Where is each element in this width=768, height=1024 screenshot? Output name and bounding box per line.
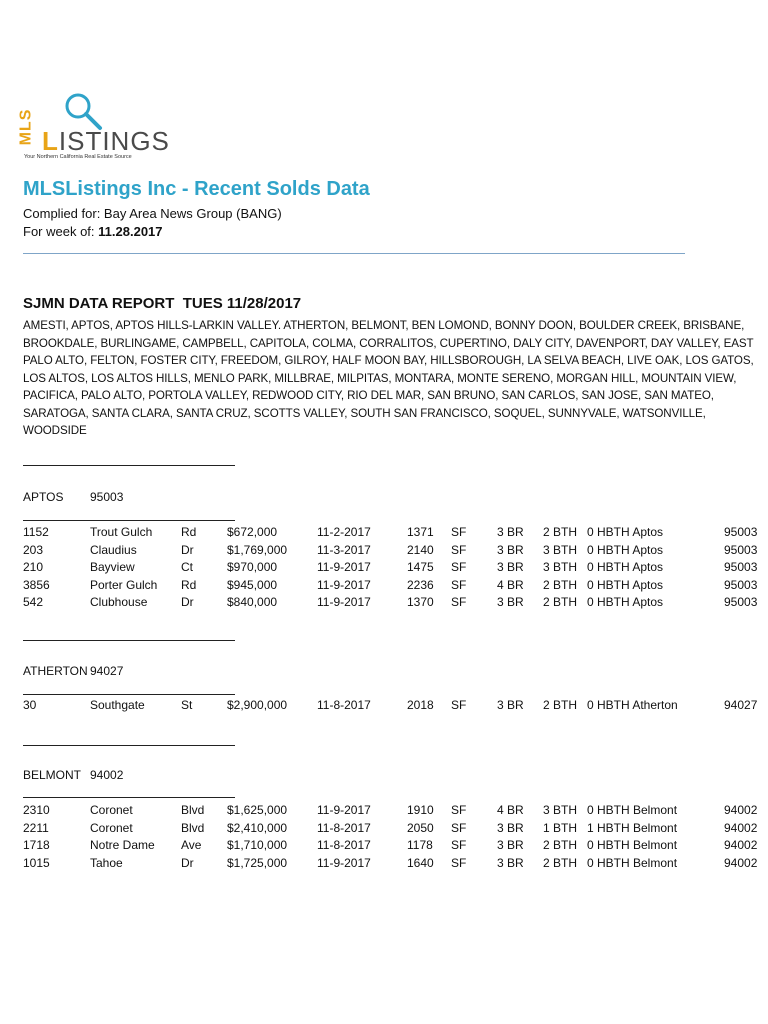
sale-price: $2,410,000 (227, 820, 288, 835)
street-suffix: Dr (181, 595, 194, 610)
street-suffix: Rd (181, 577, 197, 592)
street-name: Porter Gulch (90, 577, 158, 592)
bedrooms: 3 BR (497, 838, 524, 853)
section-rule (23, 694, 235, 695)
half-baths-city: 0 HBTH Aptos (587, 542, 664, 557)
bathrooms: 2 BTH (543, 525, 578, 539)
street-suffix: Dr (181, 855, 194, 870)
half-baths-city: 0 HBTH Aptos (587, 560, 664, 575)
bedrooms: 3 BR (497, 542, 524, 557)
bedrooms: 3 BR (497, 698, 524, 712)
square-feet: 2050 (407, 820, 434, 835)
square-feet: 1640 (407, 855, 434, 870)
property-type: SF (451, 595, 467, 610)
mlslistings-logo (17, 92, 170, 164)
week-label: For week of: (23, 224, 95, 239)
sale-price: $1,769,000 (227, 542, 288, 557)
bathrooms: 2 BTH (543, 855, 578, 870)
area-city: ATHERTON (23, 664, 88, 678)
property-type: SF (451, 820, 467, 835)
street-number: 1015 (23, 855, 50, 870)
sale-date: 11-9-2017 (317, 803, 371, 817)
street-suffix: Dr (181, 542, 194, 557)
sale-date: 11-9-2017 (317, 577, 371, 592)
bathrooms: 3 BTH (543, 560, 578, 575)
area-city: APTOS (23, 490, 64, 504)
bathrooms: 2 BTH (543, 595, 578, 610)
city-list: AMESTI, APTOS, APTOS HILLS-LARKIN VALLEY. ATHERTON, BELMONT, BEN LOMOND, BONNY DOON, BOULDER CREEK, BRISBANE, BROOKDALE, BURLINGAME, CAMPBELL, CAPITOLA, COLMA, CORRALITOS, CUPERTINO, DALY CITY, DAVENPORT, DAY VALLEY, EAST PALO ALTO, FELTON, FOSTER CITY, FREEDOM, GILROY, HALF MOON BAY, HILLSBOROUGH, LA SELVA BEACH, LIVE OAK, LOS GATOS, LOS ALTOS, LOS ALTOS HILLS, MENLO PARK, MILLBRAE, MILPITAS, MONTARA, MONTE SERENO, MORGAN HILL, MOUNTAIN VIEW, PACIFICA, PALO ALTO, PORTOLA VALLEY, REDWOOD CITY, RIO DEL MAR, SAN BRUNO, SAN CARLOS, SAN JOSE, SAN MATEO, SARATOGA, SANTA CLARA, SANTA CRUZ, SCOTTS VALLEY, SOUTH SAN FRANCISCO, SOQUEL, SUNNYVALE, WATSONVILLE, WOODSIDE (23, 319, 754, 437)
street-name: Bayview (90, 560, 135, 575)
street-number: 210 (23, 560, 44, 575)
sale-price: $945,000 (227, 577, 278, 592)
area-zip: 94027 (90, 664, 124, 678)
bathrooms: 3 BTH (543, 803, 578, 817)
property-type: SF (451, 560, 467, 575)
street-name: Trout Gulch (90, 525, 153, 539)
property-type: SF (451, 542, 467, 557)
zip-code: 95003 (724, 525, 758, 539)
street-number: 203 (23, 542, 44, 557)
listing-row (0, 560, 768, 577)
bedrooms: 4 BR (497, 577, 524, 592)
sale-price: $1,710,000 (227, 838, 288, 853)
sale-date: 11-9-2017 (317, 855, 371, 870)
area-zip: 94002 (90, 768, 124, 782)
half-baths-city: 0 HBTH Aptos (587, 525, 664, 539)
square-feet: 2140 (407, 542, 434, 557)
property-type: SF (451, 525, 467, 539)
sale-price: $2,900,000 (227, 698, 288, 712)
sale-date: 11-8-2017 (317, 698, 371, 712)
square-feet: 2236 (407, 577, 434, 592)
bathrooms: 2 BTH (543, 698, 578, 712)
listing-row (0, 821, 768, 838)
report-title: SJMN DATA REPORT TUES 11/28/2017 (23, 295, 302, 312)
listing-row (0, 838, 768, 855)
section-rule (23, 640, 235, 641)
zip-code: 94027 (724, 698, 758, 712)
section-rule (23, 520, 235, 521)
listing-row (0, 698, 768, 715)
logo-wordmark: LISTINGS (42, 126, 170, 156)
zip-code: 94002 (724, 838, 758, 853)
bedrooms: 3 BR (497, 855, 524, 870)
sale-date: 11-8-2017 (317, 838, 371, 853)
bedrooms: 3 BR (497, 560, 524, 575)
street-name: Southgate (90, 698, 145, 712)
section-rule (23, 465, 235, 466)
sale-price: $672,000 (227, 525, 278, 539)
street-number: 30 (23, 698, 37, 712)
listing-row (0, 803, 768, 820)
sale-price: $1,625,000 (227, 803, 288, 817)
half-baths-city: 0 HBTH Belmont (587, 803, 678, 817)
property-type: SF (451, 803, 467, 817)
zip-code: 94002 (724, 803, 758, 817)
street-suffix: St (181, 698, 193, 712)
sale-price: $840,000 (227, 595, 278, 610)
zip-code: 94002 (724, 820, 758, 835)
square-feet: 1370 (407, 595, 434, 610)
half-baths-city: 0 HBTH Atherton (587, 698, 678, 712)
half-baths-city: 1 HBTH Belmont (587, 820, 678, 835)
listing-row (0, 543, 768, 560)
street-suffix: Ave (181, 838, 202, 853)
street-suffix: Rd (181, 525, 197, 539)
sale-date: 11-9-2017 (317, 560, 371, 575)
street-number: 2211 (23, 820, 49, 835)
street-name: Notre Dame (90, 838, 155, 853)
listing-row (0, 578, 768, 595)
area-zip: 95003 (90, 490, 124, 504)
bedrooms: 3 BR (497, 820, 524, 835)
property-type: SF (451, 838, 467, 853)
street-number: 542 (23, 595, 44, 610)
property-type: SF (451, 577, 467, 592)
street-suffix: Blvd (181, 820, 205, 835)
property-type: SF (451, 855, 467, 870)
week-value: 11.28.2017 (98, 224, 163, 239)
sale-date: 11-9-2017 (317, 595, 371, 610)
logo-mls-vertical: MLS (17, 108, 35, 146)
zip-code: 95003 (724, 577, 758, 592)
street-number: 1152 (23, 525, 49, 539)
street-number: 3856 (23, 577, 50, 592)
bedrooms: 4 BR (497, 803, 524, 817)
bathrooms: 3 BTH (543, 542, 578, 557)
zip-code: 94002 (724, 855, 758, 870)
bedrooms: 3 BR (497, 595, 524, 610)
listing-row (0, 595, 768, 612)
half-baths-city: 0 HBTH Aptos (587, 595, 664, 610)
sale-date: 11-3-2017 (317, 542, 371, 557)
square-feet: 1178 (407, 838, 433, 853)
street-name: Tahoe (90, 855, 123, 870)
bathrooms: 1 BTH (543, 820, 578, 835)
bathrooms: 2 BTH (543, 577, 578, 592)
property-type: SF (451, 698, 467, 712)
sale-price: $1,725,000 (227, 855, 288, 870)
bathrooms: 2 BTH (543, 838, 578, 853)
week-line (23, 224, 163, 239)
street-name: Claudius (90, 542, 137, 557)
sale-price: $970,000 (227, 560, 278, 575)
half-baths-city: 0 HBTH Belmont (587, 855, 678, 870)
sale-date: 11-2-2017 (317, 525, 371, 539)
street-name: Coronet (90, 803, 133, 817)
square-feet: 1475 (407, 560, 434, 575)
area-city: BELMONT (23, 768, 82, 782)
zip-code: 95003 (724, 560, 758, 575)
half-baths-city: 0 HBTH Aptos (587, 577, 664, 592)
street-suffix: Blvd (181, 803, 205, 817)
street-name: Clubhouse (90, 595, 148, 610)
listing-row (0, 856, 768, 873)
page-title: MLSListings Inc - Recent Solds Data (23, 178, 370, 200)
header-divider (23, 253, 685, 254)
logo-tagline: Your Northern California Real Estate Source (24, 154, 132, 160)
street-number: 1718 (23, 838, 50, 853)
section-rule (23, 745, 235, 746)
bedrooms: 3 BR (497, 525, 524, 539)
listing-row (0, 525, 768, 542)
zip-code: 95003 (724, 542, 758, 557)
street-number: 2310 (23, 803, 50, 817)
square-feet: 2018 (407, 698, 434, 712)
section-rule (23, 797, 235, 798)
street-name: Coronet (90, 820, 133, 835)
half-baths-city: 0 HBTH Belmont (587, 838, 678, 853)
square-feet: 1371 (407, 525, 434, 539)
zip-code: 95003 (724, 595, 758, 610)
sale-date: 11-8-2017 (317, 820, 371, 835)
compiled-for-line: Complied for: Bay Area News Group (BANG) (23, 206, 282, 221)
street-suffix: Ct (181, 560, 193, 575)
square-feet: 1910 (407, 803, 434, 817)
